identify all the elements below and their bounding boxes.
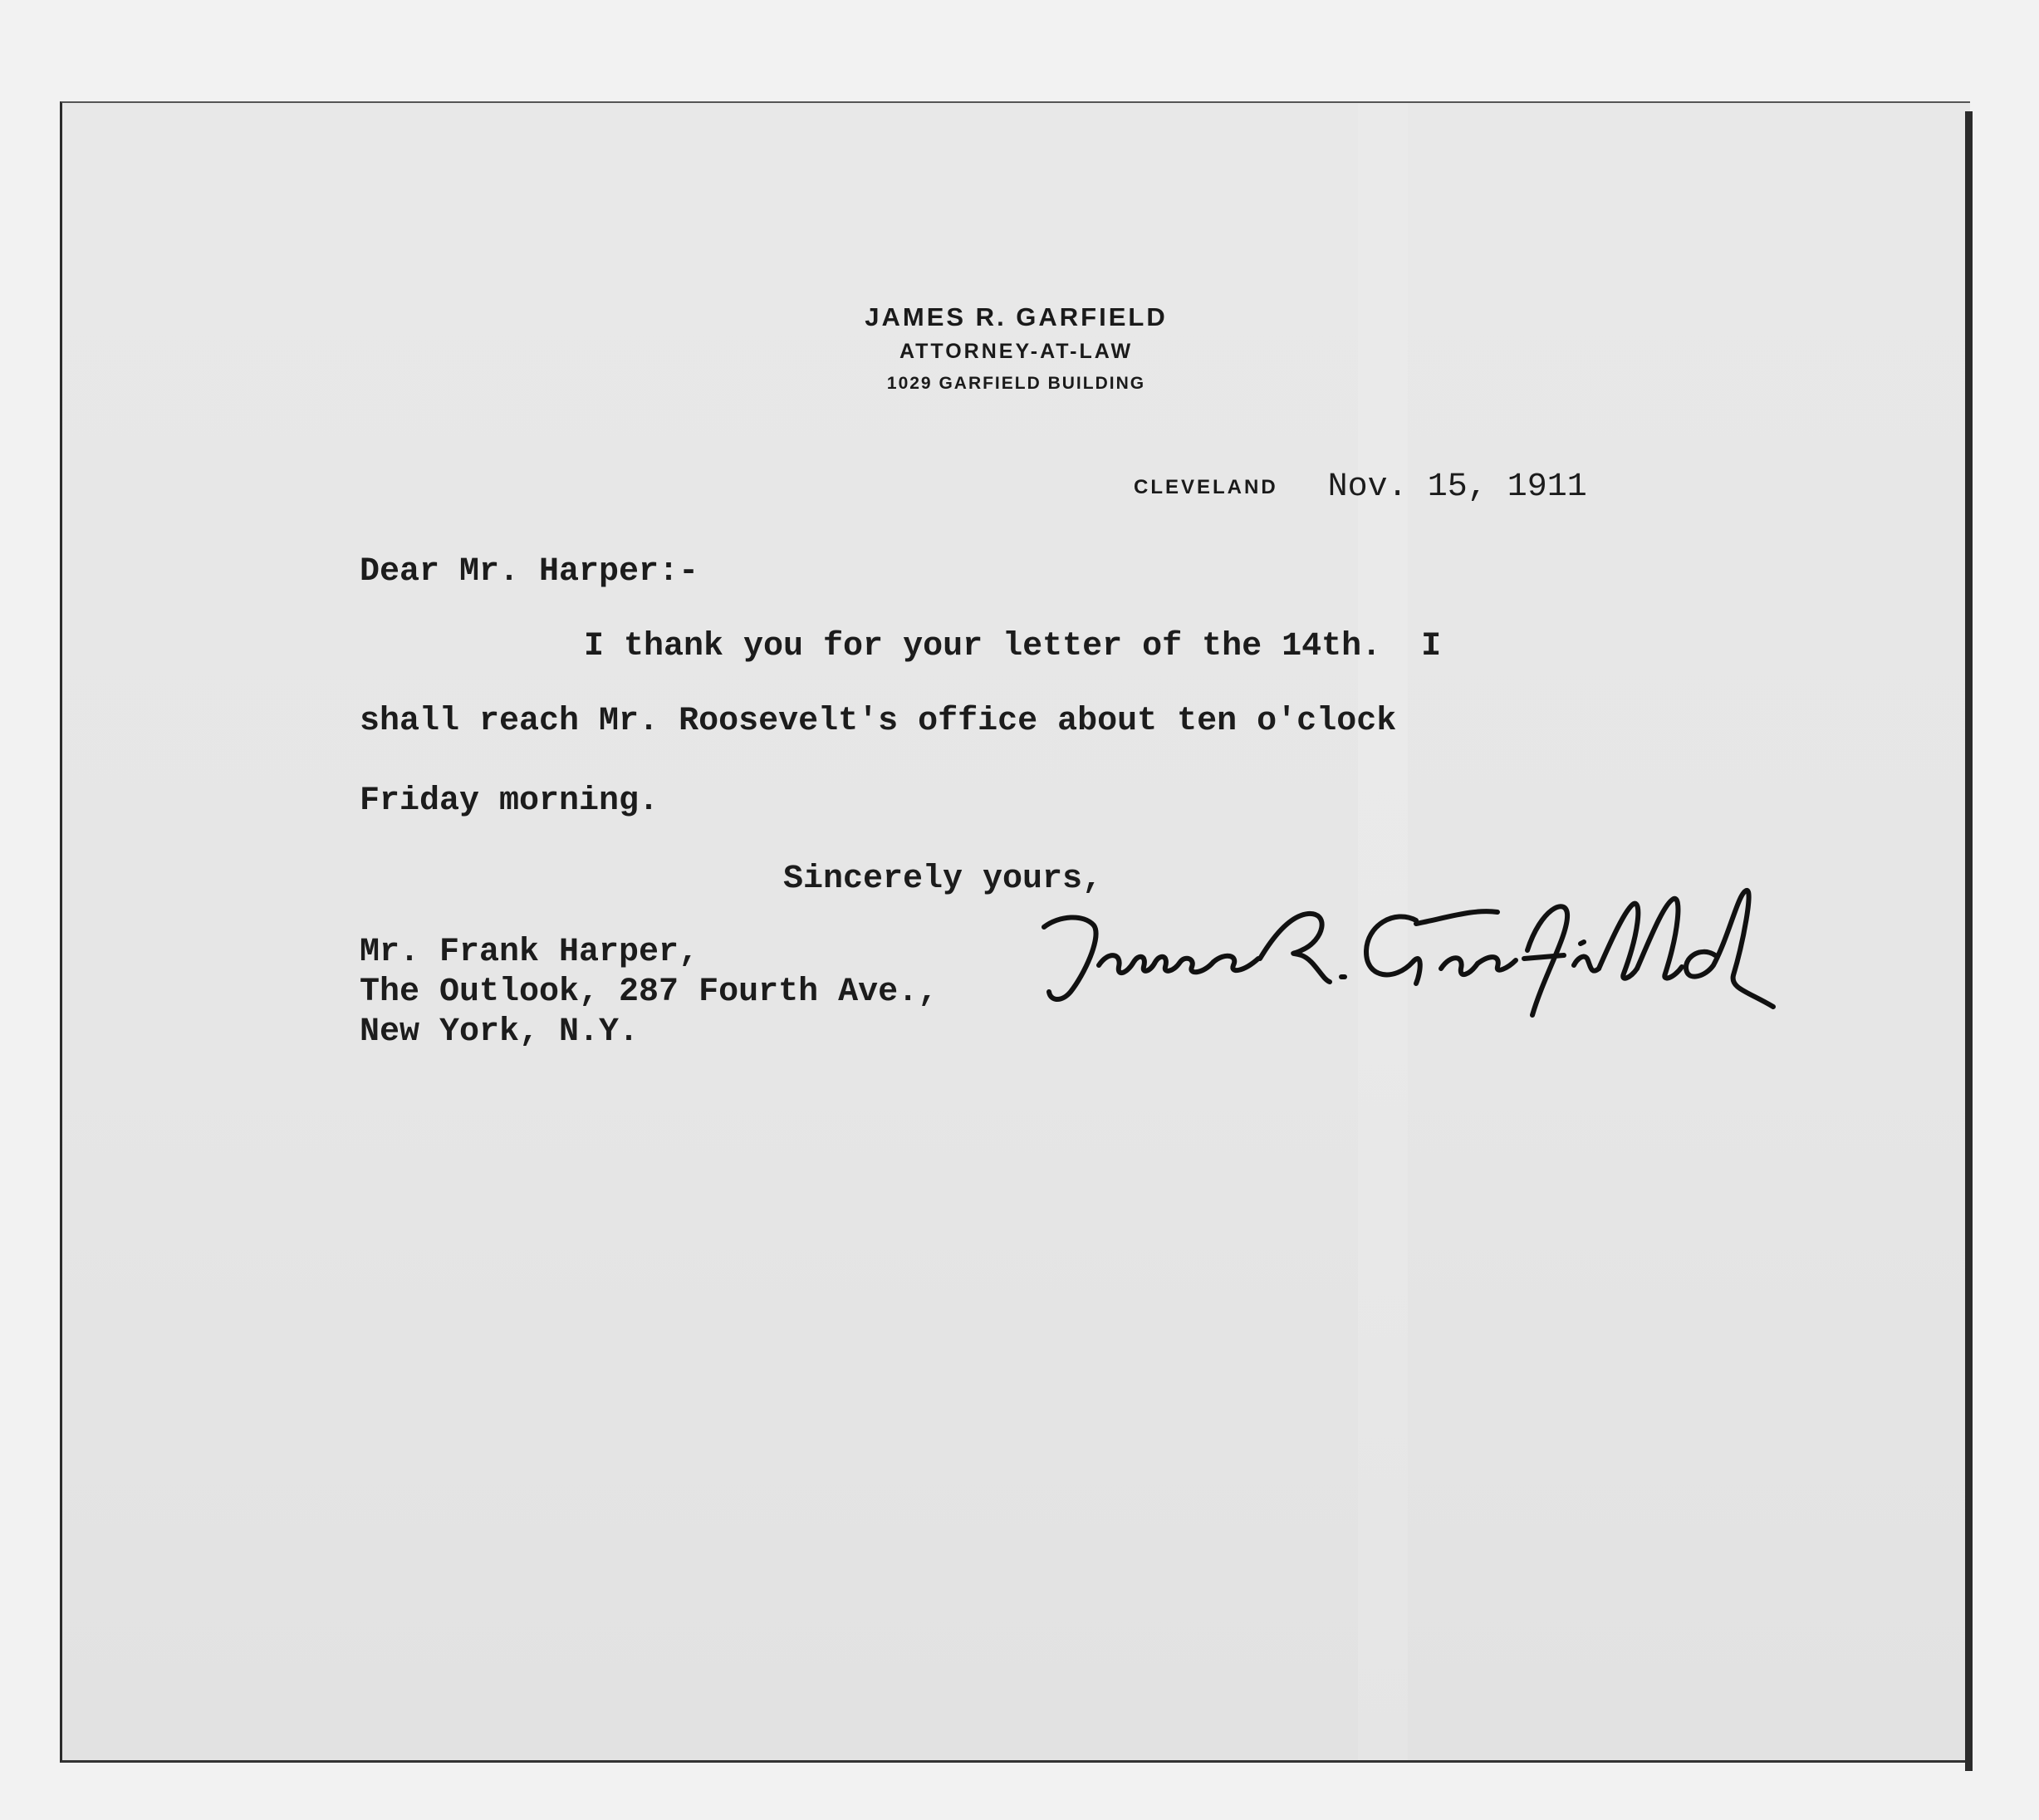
- recipient-line-3: New York, N.Y.: [360, 1013, 640, 1051]
- letter-date: Nov. 15, 1911: [1327, 468, 1587, 506]
- body-line-1: I thank you for your letter of the 14th. I: [584, 628, 1442, 665]
- recipient-line-2: The Outlook, 287 Fourth Ave.,: [360, 974, 939, 1011]
- handwritten-signature: [1026, 876, 1790, 1042]
- sheet-edge: [1965, 111, 1973, 1771]
- recipient-line-1: Mr. Frank Harper,: [360, 934, 699, 971]
- closing: Sincerely yours,: [783, 861, 1103, 898]
- letterhead-title: ATTORNEY-AT-LAW: [899, 340, 1134, 363]
- dateline-city: CLEVELAND: [1134, 475, 1278, 498]
- letterhead-address: 1029 GARFIELD BUILDING: [886, 374, 1146, 393]
- letterhead-name: JAMES R. GARFIELD: [865, 302, 1168, 331]
- body-line-2: shall reach Mr. Roosevelt's office about ten o'clock: [360, 703, 1397, 740]
- body-line-3: Friday morning.: [360, 782, 659, 820]
- dateline: [1134, 468, 1587, 506]
- salutation: Dear Mr. Harper:-: [360, 553, 699, 591]
- letter-sheet: [60, 101, 1970, 1763]
